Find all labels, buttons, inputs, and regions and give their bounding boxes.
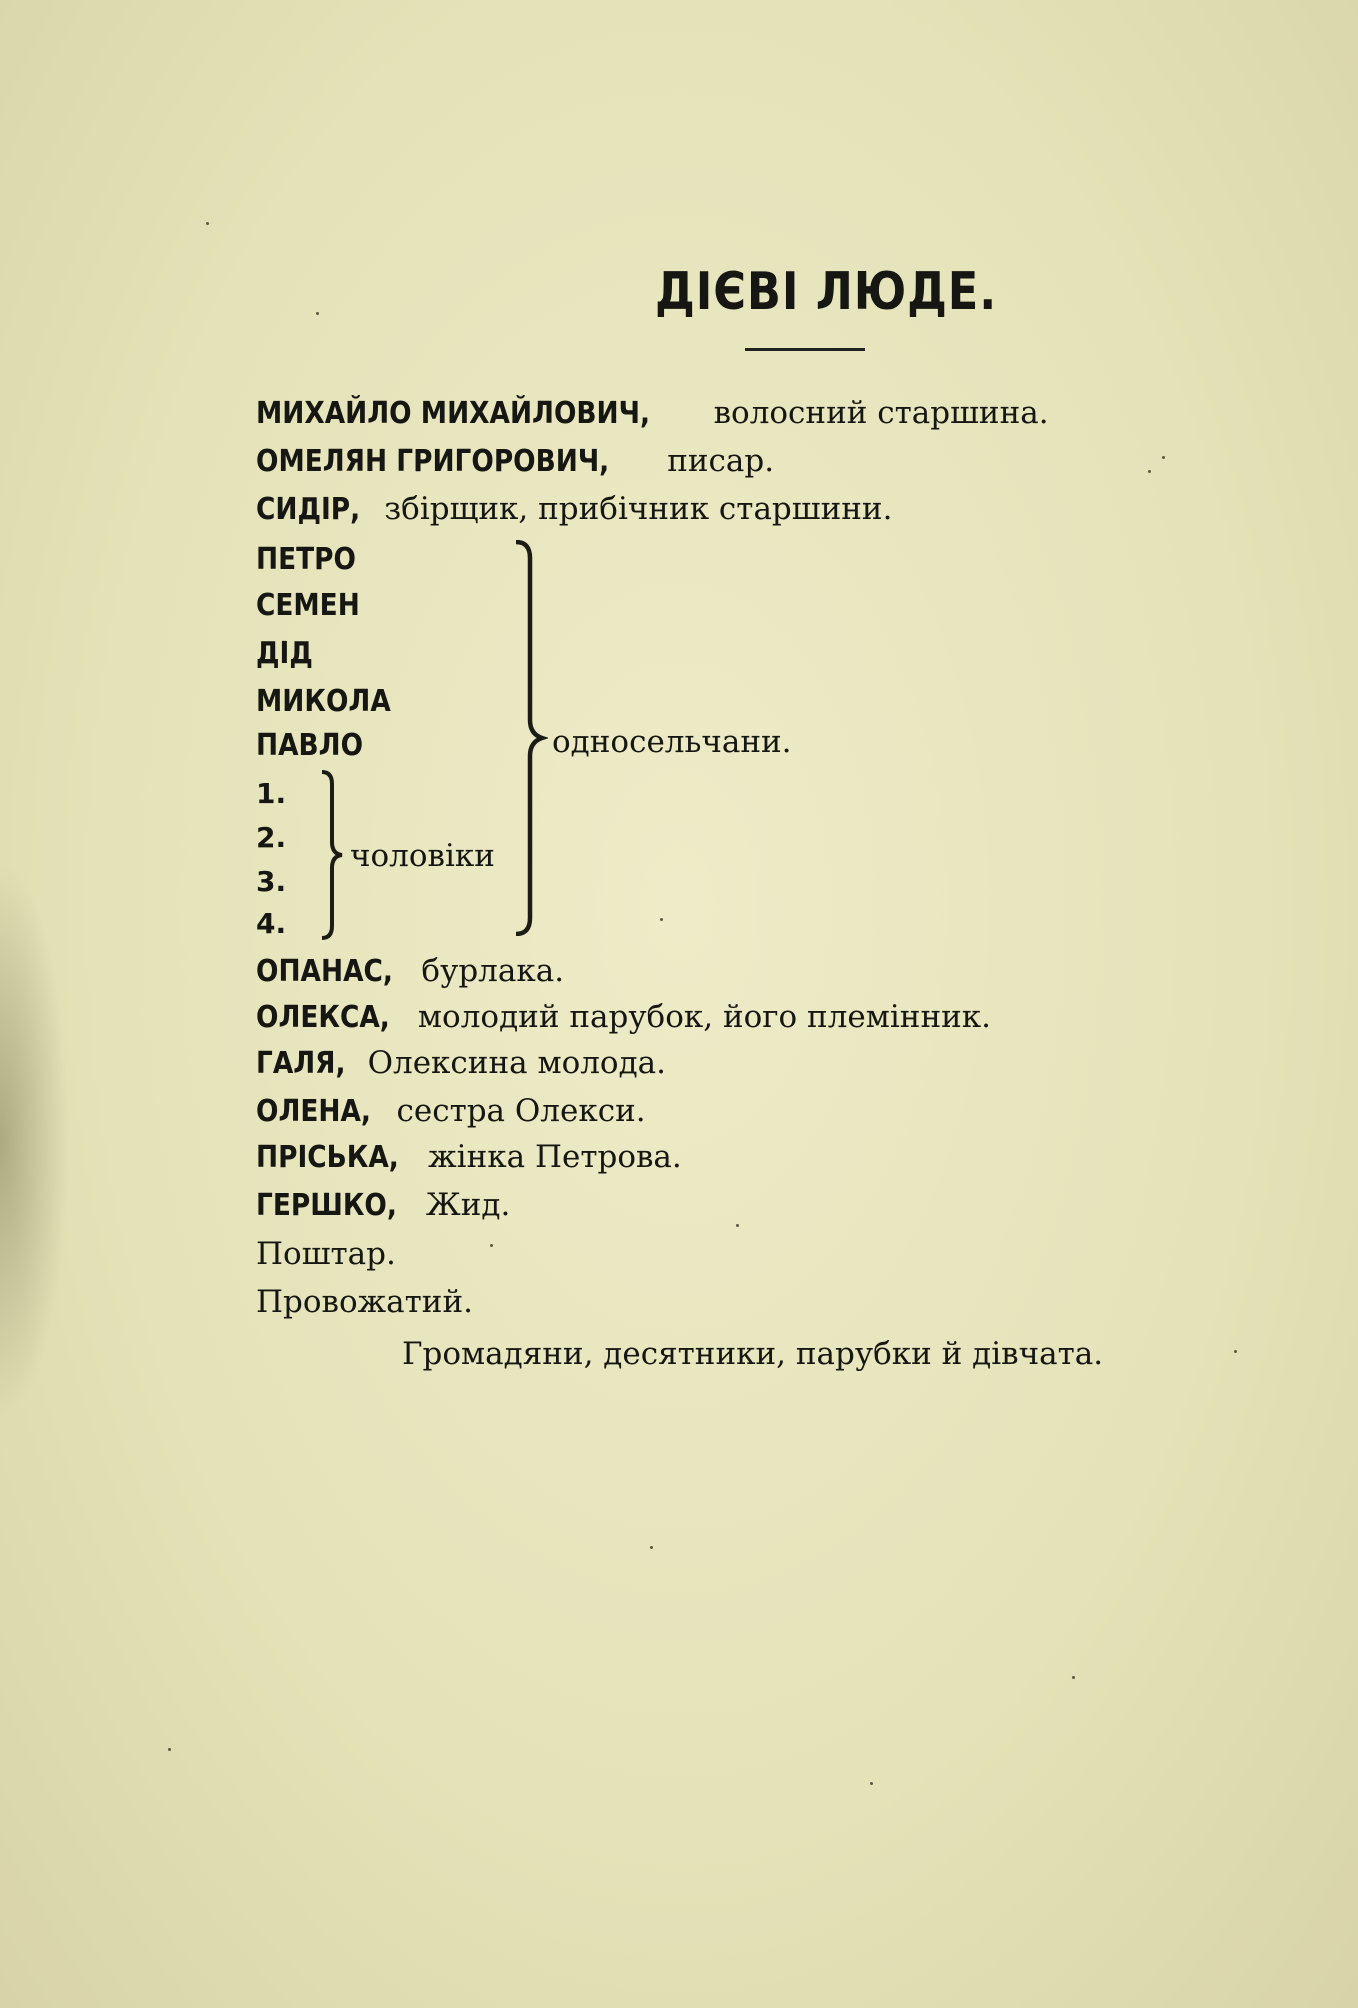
cast-line [256, 1090, 646, 1132]
villager-name: СЕМЕН [256, 588, 360, 623]
villager-name: ПАВЛО [256, 728, 364, 763]
paper-speck [168, 1748, 171, 1751]
men-brace [318, 770, 348, 940]
crowd-line: Громадяни, десятники, парубки й дівчата. [402, 1336, 1104, 1372]
paper-speck [1162, 456, 1165, 459]
character-name: ОЛЕНА, [256, 1094, 371, 1129]
page-edge-shadow [0, 860, 70, 1420]
title-underline [745, 348, 865, 351]
villager-name: ПЕТРО [256, 542, 356, 577]
character-name: ПРІСЬКА, [256, 1140, 399, 1175]
paper-speck [206, 222, 209, 225]
character-role: збірщик, прибічник старшини. [374, 491, 893, 527]
cast-line [256, 392, 1049, 434]
extra-character: Провожатий. [256, 1284, 473, 1320]
character-name: ГАЛЯ, [256, 1046, 346, 1081]
character-role: Олексина молода. [357, 1045, 667, 1081]
character-role: бурлака. [411, 953, 565, 989]
villager-name: МИКОЛА [256, 684, 391, 719]
cast-line [256, 440, 774, 482]
villagers-brace [512, 540, 548, 936]
paper-speck [490, 1244, 493, 1247]
cast-line [256, 488, 892, 530]
character-role: волосний старшина. [703, 395, 1049, 431]
character-role: молодий парубок, його племінник. [408, 999, 991, 1035]
men-label: чоловіки [350, 838, 495, 874]
character-name: ОЛЕКСА, [256, 1000, 390, 1035]
paper-speck [316, 312, 319, 315]
character-role: Жид. [416, 1187, 511, 1223]
cast-line [256, 950, 564, 992]
villager-name: ДІД [256, 636, 313, 671]
paper-speck [870, 1782, 873, 1785]
paper-speck [660, 918, 663, 921]
paper-speck [650, 1546, 653, 1549]
paper-speck [1148, 470, 1151, 473]
villagers-label: односельчани. [552, 724, 792, 760]
cast-line [256, 1042, 666, 1084]
page-title: ДІЄВІ ЛЮДЕ. [655, 262, 998, 322]
character-name: ОМЕЛЯН ГРИГОРОВИЧ, [256, 444, 610, 479]
extra-character: Поштар. [256, 1236, 396, 1272]
paper-speck [736, 1224, 739, 1227]
man-number: 2. [256, 821, 287, 854]
man-number: 3. [256, 865, 287, 898]
man-number: 1. [256, 777, 287, 810]
character-name: ГЕРШКО, [256, 1188, 397, 1223]
character-name: МИХАЙЛО МИХАЙЛОВИЧ, [256, 396, 651, 431]
cast-line [256, 1136, 682, 1178]
character-name: СИДІР, [256, 492, 361, 527]
man-number: 4. [256, 907, 287, 940]
cast-line [256, 996, 991, 1038]
paper-speck [1234, 1350, 1237, 1353]
paper-speck [1072, 1676, 1075, 1679]
character-role: писар. [657, 443, 775, 479]
cast-line [256, 1184, 510, 1226]
character-role: жінка Петрова. [418, 1139, 682, 1175]
character-role: сестра Олекси. [386, 1093, 646, 1129]
character-name: ОПАНАС, [256, 954, 393, 989]
